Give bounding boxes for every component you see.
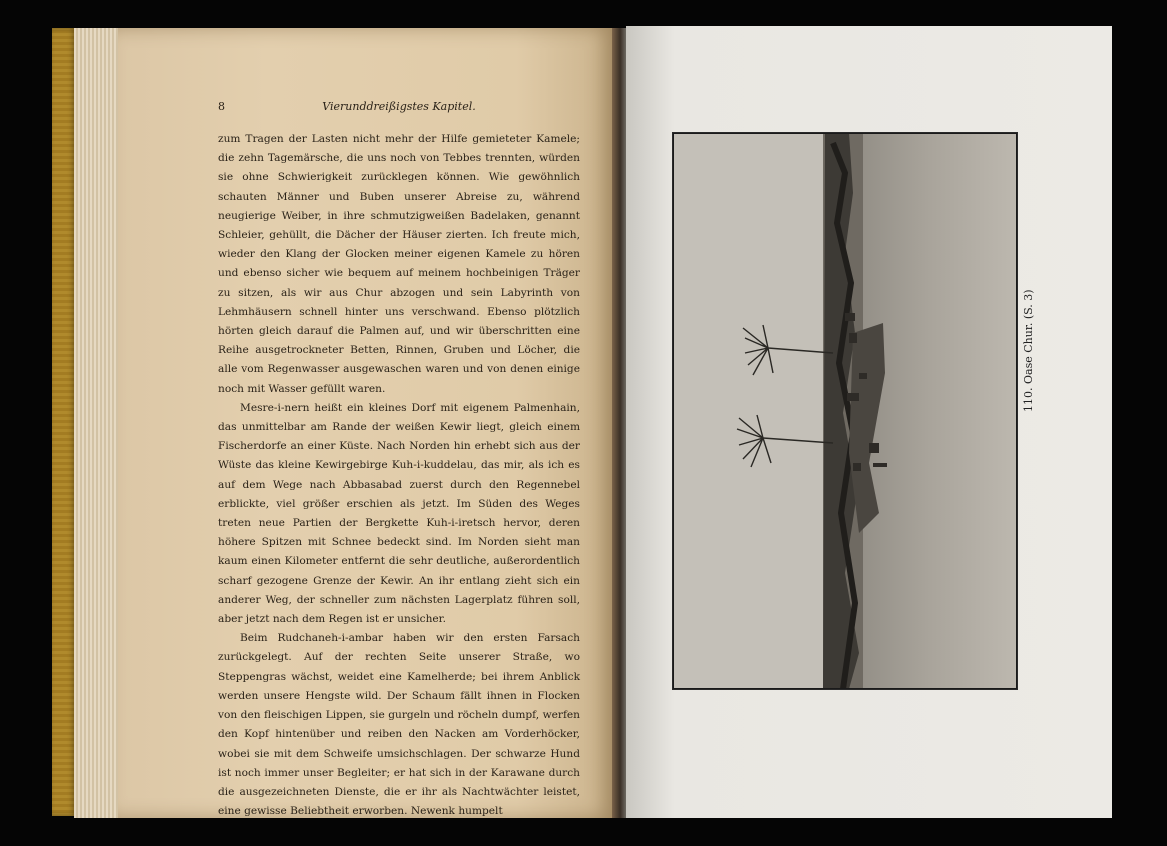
- page-header: [218, 100, 580, 116]
- paragraph-2: Mesre-i-nern heißt ein kleines Dorf mit eigenem Palmenhain, das unmittelbar am Rande der weißen Kewir liegt, gleich einem Fischerdorfe an einer Küste. Nach Norden hin erhebt sich aus der Wüste das kleine Kewirgebirge Kuh-i-kuddelau, das mir, als ich es auf dem Wege nach Abbasabad zuerst durch den Regennebel erblickte, viel größer erschien als jetzt. Im Süden des Weges treten neue Partien der Bergkette Kuh-i-iretsch hervor, deren höhere Spitzen mit Schnee bedeckt sind. Im Norden sieht man kaum einen Kilometer entfernt die sehr deutliche, außerordentlich scharf gezogene Grenze der Kewir. An ihr entlang zieht sich ein anderer Weg, der schneller zum nächsten Lagerplatz führen soll, aber jetzt nach dem Regen ist er unsicher.: [218, 401, 580, 626]
- photo-caption: [1022, 388, 1035, 412]
- paragraph-3: Beim Rudchaneh-i-ambar haben wir den ersten Farsach zurückgelegt. Auf der rechten Seite unserer Straße, wo Steppengras wächst, weidet eine Kamelherde; bei ihrem Anblick werden unsere Hengste wild. Der Schaum fällt ihnen in Flocken von den fleischigen Lippen, sie gurgeln und röcheln dumpf, werfen den Kopf hintenüber und reiben den Nacken am Vorderhöcker, wobei sie mit dem Schweife umsichschlagen. Der schwarze Hund ist noch immer unser Begleiter; er hat sich in der Karawane durch die ausgezeichneten Dienste, die er ihr als Nachtwächter leistet, eine gewisse Beliebtheit erworben. Newenk humpelt: [218, 632, 580, 818]
- book-spine: [52, 28, 76, 816]
- oasis-photograph: [672, 132, 1018, 690]
- page-number: 8: [218, 100, 225, 113]
- page-edges: [74, 28, 122, 818]
- body-text: [218, 130, 580, 821]
- paragraph-1: zum Tragen der Lasten nicht mehr der Hilfe gemieteter Kamele; die zehn Tagemärsche, die uns noch von Tebbes trennten, würden sie ohne Schwierigkeit zurücklegen können. Wie gewöhnlich schauten Männer und Buben unserer Abreise zu, während neugierige Weiber, in ihre schmutzigweißen Badelaken, genannt Schleier, gehüllt, die Dächer der Häuser zierten. Ich freute mich, wieder den Klang der Glocken meiner eigenen Kamele zu hören und ebenso sicher wie bequem auf meinem hochbeinigen Träger zu sitzen, als wir aus Chur abzogen und sein Labyrinth von Lehmhäusern schnell hinter uns verschwand. Ebenso plötzlich hörten gleich darauf die Palmen auf, und wir überschritten eine Reihe ausgetrockneter Betten, Rinnen, Gruben und Löcher, die alle vom Regenwasser ausgewaschen waren und von denen einige noch mit Wasser gefüllt waren.: [218, 133, 580, 395]
- running-title: Vierunddreißigstes Kapitel.: [322, 100, 476, 113]
